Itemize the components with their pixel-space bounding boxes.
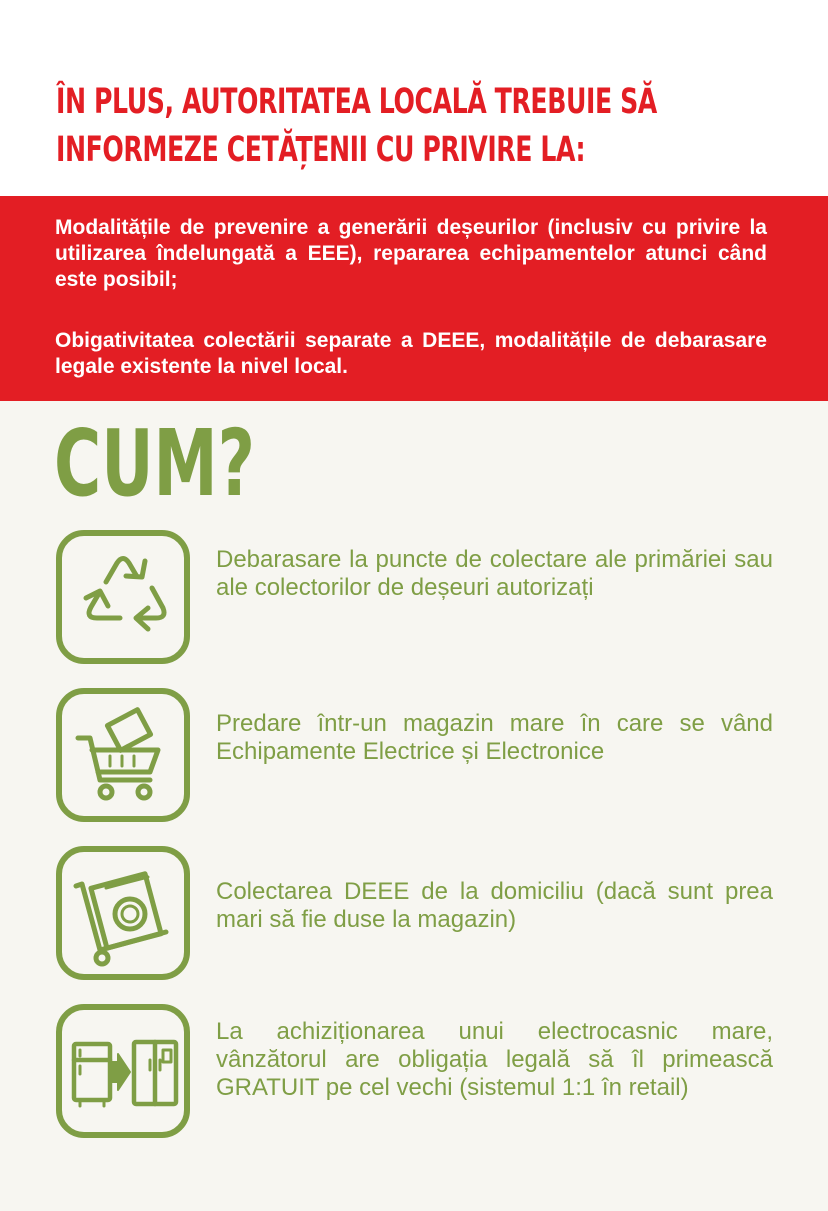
recycle-icon <box>56 530 190 664</box>
info-paragraph-separate-collection: Obigativitatea colectării separate a DEEE, modalitățile de debarasare legale existente la nivel local. <box>55 329 767 378</box>
washing-machine-trolley-icon <box>56 846 190 980</box>
info-paragraph-prevention: Modalitățile de prevenire a generării deșeurilor (inclusiv cu privire la utilizarea îndelungată a EEE), repararea echipamentelor atunci când este posibil; <box>55 216 767 291</box>
headline-line-2: INFORMEZE CETĂȚENII CU PRIVIRE LA: <box>56 130 586 170</box>
fridge-exchange-icon <box>56 1004 190 1138</box>
section-title: CUM? <box>54 410 255 517</box>
shopping-cart-icon <box>56 688 190 822</box>
page-headline <box>56 78 776 174</box>
list-item-text-1: Debarasare la puncte de colectare ale primăriei sau ale colectorilor de deșeuri autorizați <box>216 546 773 601</box>
headline-line-1: ÎN PLUS, AUTORITATEA LOCALĂ TREBUIE SĂ <box>56 82 657 122</box>
list-item-text-4: La achiziționarea unui electrocasnic mare, vânzătorul are obligația legală să îl primească GRATUIT pe cel vechi (sistemul 1:1 în retail) <box>216 1018 773 1101</box>
list-item-text-3: Colectarea DEEE de la domiciliu (dacă sunt prea mari să fie duse la magazin) <box>216 878 773 933</box>
list-item-text-2: Predare într-un magazin mare în care se vând Echipamente Electrice și Electronice <box>216 710 773 765</box>
